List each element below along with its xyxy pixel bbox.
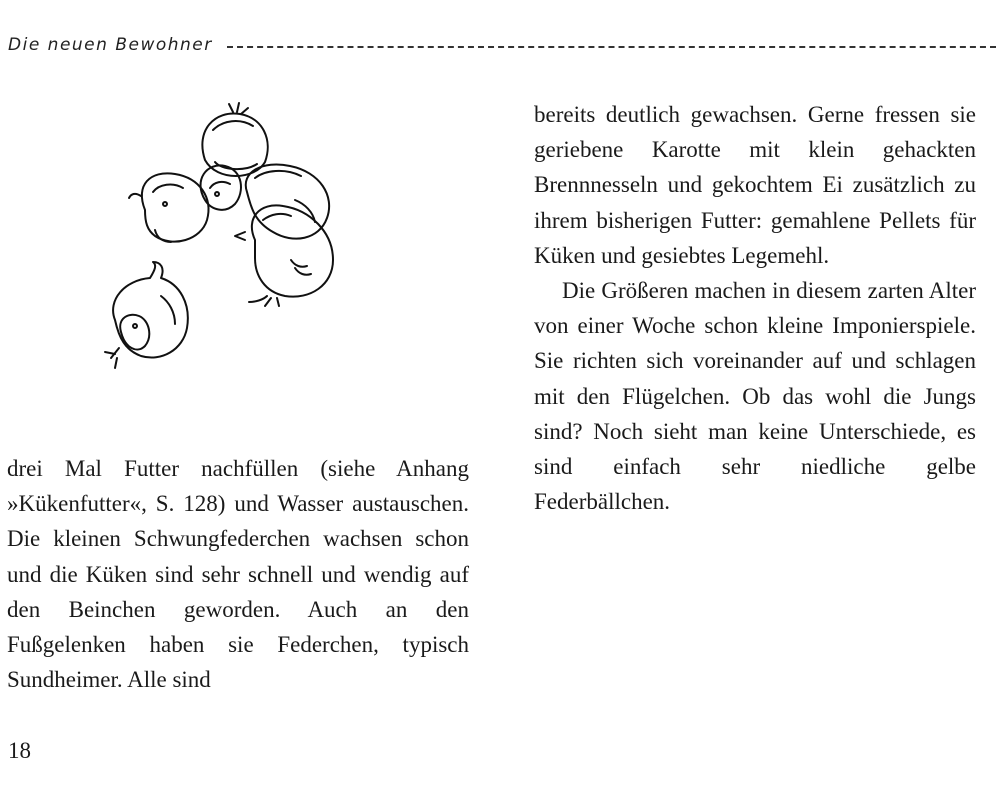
body-paragraph: Die Größeren machen in diesem zarten Alter von einer Woche schon kleine Imponierspiele. Sie richten sich voreinander auf und schlagen mit den Flügelchen. Ob das wohl die Jungs sind? Noch sieht man keine Unterschiede, es sind einfach sehr niedliche gelbe Federbällchen.: [534, 278, 976, 515]
chick-lower-right: [235, 205, 333, 306]
chick-center: [201, 165, 241, 209]
text-column-right: [534, 97, 976, 519]
chick-top: [202, 103, 267, 176]
running-header: [8, 30, 996, 60]
page-number: 18: [8, 738, 31, 763]
chick-left: [129, 173, 208, 242]
header-dashed-rule: [227, 46, 996, 48]
text-column-left: [7, 451, 469, 697]
chapter-title: Die neuen Bewohner: [8, 35, 213, 55]
body-paragraph: bereits deutlich gewachsen. Gerne fressen sie geriebene Karotte mit klein gehackten Brennnesseln und gekochtem Ei zusätzlich zu ihrem bisherigen Futter: gemahlene Pellets für Küken und gesiebtes Legemehl.: [534, 102, 976, 268]
chick-lower-left: [105, 262, 188, 368]
body-paragraph: drei Mal Futter nachfüllen (siehe Anhang »Kükenfutter«, S. 128) und Wasser austauschen. Die kleinen Schwungfederchen wachsen schon und die Küken sind sehr schnell und wendig auf den Beinchen geworden. Auch an den Fußgelenken haben sie Federchen, typisch Sundheimer. Alle sind: [7, 456, 469, 693]
chick-sketch-illustration: [95, 100, 355, 385]
chick-right: [246, 164, 329, 238]
